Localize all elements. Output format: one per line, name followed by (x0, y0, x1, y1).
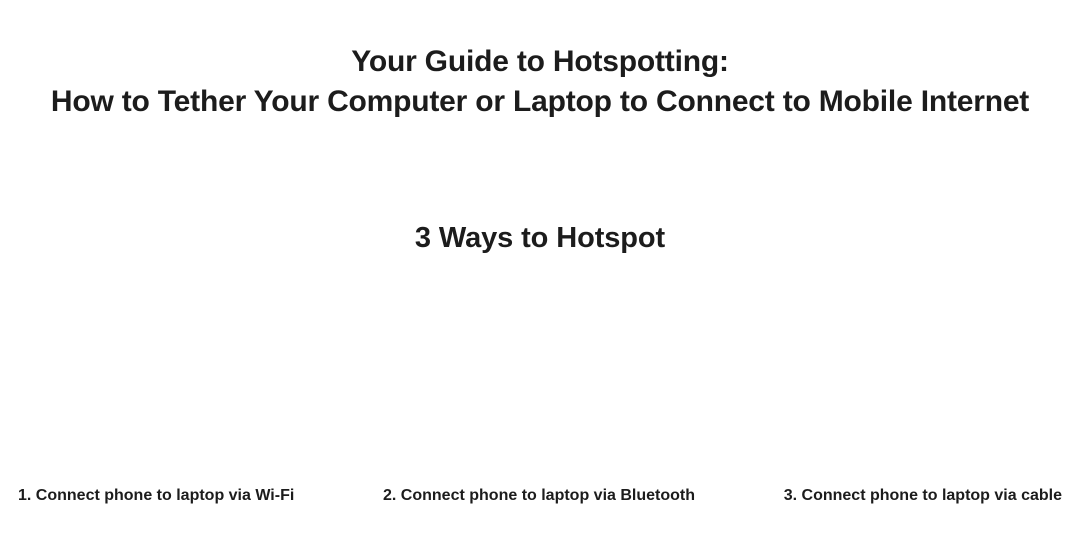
step-item-bluetooth: 2. Connect phone to laptop via Bluetooth (383, 487, 696, 504)
steps-row (0, 487, 1080, 505)
section-heading: 3 Ways to Hotspot (414, 222, 666, 254)
page-title (0, 42, 1080, 122)
step-item-wifi: 1. Connect phone to laptop via Wi-Fi (18, 487, 295, 504)
title-line-primary: Your Guide to Hotspotting: (351, 45, 729, 78)
title-line-secondary: How to Tether Your Computer or Laptop to Connect to Mobile Internet (50, 85, 1030, 118)
step-item-cable: 3. Connect phone to laptop via cable (783, 487, 1062, 504)
